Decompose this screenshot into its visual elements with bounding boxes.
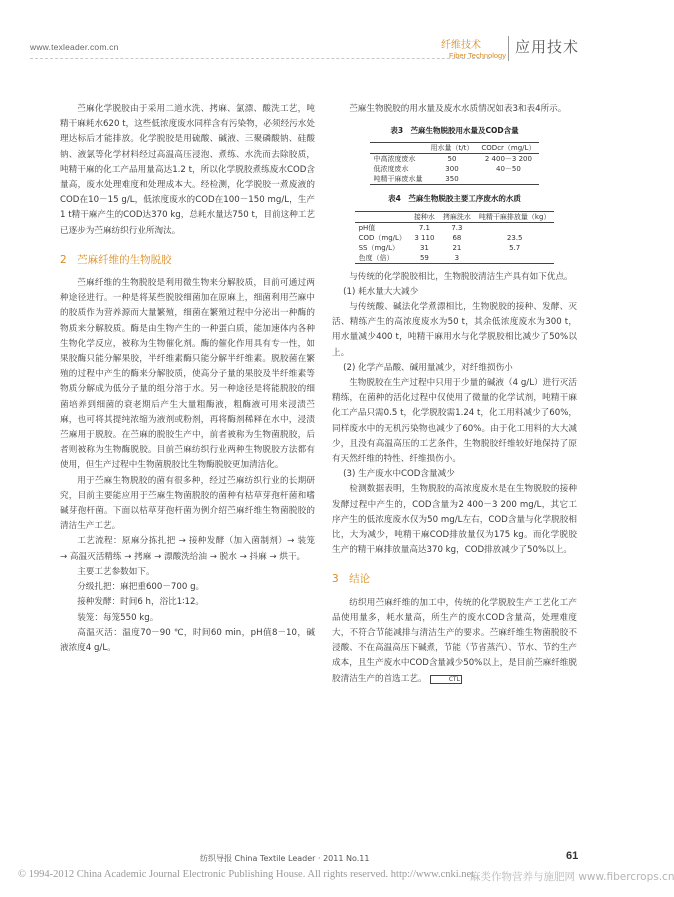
paragraph: 苎麻生物脱胶的用水量及废水水质情况如表3和表4所示。	[349, 104, 567, 114]
paragraph: 用于苎麻生物脱胶的菌有很多种，经过苎麻纺织行业的长期研究，目前主要能应用于苎麻生物菌脱胶的菌种有枯草芽孢杆菌和嗜碱芽孢杆菌。下面以枯草芽孢杆菌为例介绍苎麻纤维生物菌脱胶的清洁生产工艺。	[60, 475, 315, 532]
table-cell: 7.3	[451, 223, 463, 232]
table-row	[355, 233, 555, 243]
site-url: www.texleader.com.cn	[30, 42, 119, 52]
table-row	[355, 253, 555, 264]
subheading: (3) 生产废水中COD含量减少	[343, 469, 455, 480]
table-header: 用水量（t/t）	[430, 144, 474, 153]
params-title: 主要工艺参数如下。	[77, 566, 155, 577]
paragraph: 检测数据表明，生物脱胶的高浓度废水是在生物脱胶的接种发酵过程中产生的，COD含量为2 400－3 200 mg/L，其它工序产生的低浓度废水仅为50 mg/L左右，COD含量与化学脱胶相比，大为减少，吨精干麻COD排放量仅为175 kg。而化学脱胶生产的精干麻排放量高达370 kg，COD排放减少了50%以上。	[332, 484, 577, 556]
table-header: 接种水	[413, 212, 435, 221]
table-header	[370, 143, 427, 154]
table4	[355, 211, 555, 264]
conclusion-text: 纺织用苎麻纤维的加工中，传统的化学脱胶生产工艺化工产品使用量多，耗水量高，所生产的废水COD含量高，处理难度大，不符合节能减排与清洁生产的要求。苎麻纤维生物菌脱胶不浸酸、不在高温高压下碱煮，节能（节省蒸汽）、节水、节约生产成本，且生产废水中COD含量减少50%以上，是目前苎麻纤维脱胶清洁生产的首选工艺。	[332, 597, 577, 684]
right-column	[332, 102, 577, 687]
watermark: 麻类作物营养与施肥网 www.fibercrops.cn	[470, 871, 674, 883]
subheading: (1) 耗水量大大减少	[343, 286, 419, 297]
table-cell: 350	[445, 175, 459, 184]
table-row	[370, 174, 540, 185]
table-cell: 23.5	[506, 233, 523, 242]
table-cell: 低浓度废水	[373, 165, 409, 174]
section-heading: 2 苎麻纤维的生物脱胶	[60, 253, 172, 266]
category-title: 应用技术	[515, 38, 580, 56]
left-column	[60, 102, 315, 656]
param-item: 接种发酵：时间6 h，浴比1∶12。	[77, 597, 205, 608]
table-cell	[475, 253, 555, 264]
table-cell: 21	[452, 243, 462, 252]
table3	[370, 142, 540, 185]
table-header	[355, 211, 410, 222]
param-item: 装笼：每笼550 kg。	[77, 612, 159, 623]
paragraph: 苎麻纤维的生物脱胶是利用微生物来分解胶质，目前可通过两种途径进行。一种是将某些脱胶细菌加在原麻上，细菌利用苎麻中的胶质作为营养源而大量繁殖，细菌在繁殖过程中分泌出一种酶的物质来分解胶质。酶是由生物产生的一种蛋白质，能加速体内各种生物化学反应，被称为生物催化剂。酶的催化作用具有专一性，如果胶酶只能分解果胶，半纤维素酶只能分解半纤维素。脱胶菌在繁殖的过程中产生的酶来分解胶质，使高分子量的果胶及半纤维素等物质分解成为低分子量的组分溶于水。另一种途径是将能脱胶的细菌培养到细菌的衰老期后产生大量粗酶液，粗酶液可用来浸渍苎麻，也可将其提纯浓缩为液剂或粉剂，再将酶剂稀释在水中，浸渍苎麻用于脱胶。在苎麻的脱胶生产中，前者被称为生物菌脱胶，后者则被称为生物酶脱胶。目前苎麻纺织行业两种生物脱胶方法都有使用，但生产过程中生物菌脱胶比生物酶脱胶更加清洁化。	[60, 278, 315, 471]
table-cell: 中高浓度废水	[373, 155, 416, 164]
table-header: 吨精干麻排放量（kg）	[478, 212, 551, 221]
table-row	[355, 222, 555, 233]
table-header: 拷麻洗水	[442, 212, 471, 221]
param-item: 高温灭活：温度70－90 ℃，时间60 min，pH值8－10，碱液浓度4 g/L。	[60, 627, 315, 653]
paragraph	[332, 596, 577, 687]
table3-caption: 表3 苎麻生物脱胶用水量及COD含量	[390, 126, 519, 136]
paragraph: 与传统酸、碱法化学煮漂相比，生物脱胶的接种、发酵、灭活、精练产生的高浓度废水为50 t，其余低浓度废水为300 t，用水量减少400 t，吨精干麻用水与化学脱胶相比减少了50%以上。	[332, 302, 577, 358]
table-row	[355, 243, 555, 253]
table-cell: 68	[452, 233, 462, 242]
table4-caption: 表4 苎麻生物脱胶主要工序废水的水质	[388, 194, 521, 204]
table-cell: 7.1	[418, 223, 430, 232]
journal-footer: 纺织导报 China Textile Leader · 2011 No.11	[200, 854, 370, 863]
table-cell: 31	[419, 243, 429, 252]
table-cell: 吨精干麻废水量	[373, 175, 423, 184]
table-cell: SS（mg/L）	[358, 243, 400, 252]
table-header: CODcr（mg/L）	[481, 144, 536, 153]
table-cell: 300	[445, 165, 459, 174]
section-title-en: Fiber Technology	[449, 51, 506, 60]
table-cell: 色度（倍）	[358, 253, 394, 262]
table-cell: 5.7	[509, 243, 521, 252]
table-cell	[477, 174, 539, 185]
paragraph: 苎麻化学脱胶由于采用二道水洗、拷麻、氯漂、酸洗工艺，吨精干麻耗水620 t，这些低浓度废水同样含有污染物，必须经污水处理达标后才能排放。化学脱胶是用硫酸、碱液、三聚磷酸钠、硅酸钠、液氯等化学材料经过高温高压浸泡、煮练、水洗而去除胶质，吨精干麻的化工产品用量高达1.2 t，所以化学脱胶煮练废水COD含量高，废水处理难度和处理成本大。经检测，化学脱胶一煮废液的COD在10－15 g/L，低浓度废水的COD在100－150 mg/L，生产1 t精干麻产生的COD达370 kg，总耗水量达750 t，目前这种工艺已逐步为苎麻纺织行业所淘汰。	[60, 104, 315, 236]
table-cell: 2 400－3 200	[484, 155, 532, 164]
page-number: 61	[566, 850, 579, 862]
param-item: 分级扎把：麻把重600－700 g。	[77, 582, 205, 593]
section-heading: 3 结论	[332, 573, 371, 586]
copyright-line: © 1994-2012 China Academic Journal Electronic Publishing House. All rights reserved. http://www.cnki.net	[18, 869, 475, 880]
header-separator	[508, 36, 509, 61]
table-cell: pH值	[358, 223, 376, 232]
section-title-cn: 纤维技术	[441, 40, 481, 51]
table-cell	[475, 222, 555, 233]
header-divider	[30, 58, 490, 59]
subheading: (2) 化学产品酸、碱用量减少，对纤维损伤小	[343, 362, 513, 373]
table-cell: 3 110	[414, 233, 435, 242]
table-cell: 40－50	[496, 165, 521, 174]
table-row	[370, 154, 540, 165]
end-mark: CTL	[430, 675, 462, 684]
table-row	[370, 164, 540, 174]
table-cell: 59	[419, 253, 429, 262]
process-flow: 工艺流程：原麻分拣扎把 → 接种发酵（加入菌制剂）→ 装笼 → 高温灭活精练 → 拷麻 → 漂酸洗给油 → 脱水 → 抖麻 → 烘干。	[60, 536, 315, 562]
table-cell: COD（mg/L）	[358, 233, 406, 242]
paragraph: 与传统的化学脱胶相比，生物脱胶清洁生产具有如下优点。	[349, 271, 573, 282]
paragraph: 生物脱胶在生产过程中只用于少量的碱液（4 g/L）进行灭活精练，在菌种的活化过程中仅使用了微量的化学试剂，吨精干麻化工产品只需0.5 t，化学脱胶需1.24 t，化工用料减少了60%，同样废水中的无机污染物也减少了60%。由于化工用料的大大减少，且没有高温高压的工艺条件，生物脱胶纤维较好地保持了原有天然纤维的特性、纤维损伤小。	[332, 378, 577, 465]
table-cell: 3	[454, 253, 460, 262]
table-cell: 50	[447, 155, 457, 164]
